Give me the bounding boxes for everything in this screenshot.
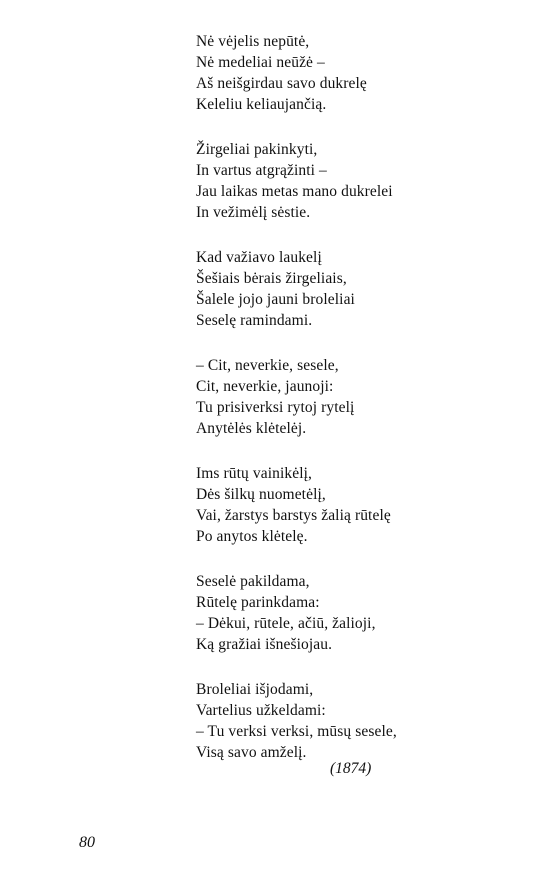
stanza-7: [196, 679, 516, 763]
poem-line: – Cit, neverkie, sesele,: [196, 357, 339, 374]
stanza-4: [196, 355, 516, 439]
poem-line: Ką gražiai išnešiojau.: [196, 636, 333, 653]
poem-line: Nė medeliai neūžė –: [196, 54, 325, 71]
poem-line: Seselę ramindami.: [196, 312, 313, 329]
poem-line: Rūtelę parinkdama:: [196, 594, 320, 611]
poem-line: Seselė pakildama,: [196, 573, 310, 590]
poem-date: (1874): [330, 760, 372, 777]
poem-line: Jau laikas metas mano dukrelei: [196, 183, 393, 200]
poem-line: In vežimėlį sėstie.: [196, 204, 311, 221]
poem-line: In vartus atgrąžinti –: [196, 162, 327, 179]
stanza-5: [196, 463, 516, 547]
poem-line: Broleliai išjodami,: [196, 681, 314, 698]
stanza-1: [196, 31, 516, 115]
poem-line: Po anytos klėtelę.: [196, 528, 308, 545]
poem-line: Visą savo amželį.: [196, 744, 307, 761]
poem-line: Vai, žarstys barstys žalią rūtelę: [196, 507, 391, 524]
poem-line: Ims rūtų vainikėlį,: [196, 465, 312, 482]
poem-line: Šešiais bėrais žirgeliais,: [196, 270, 347, 287]
poem-line: Kad važiavo laukelį: [196, 249, 322, 266]
poem-line: Nė vėjelis nepūtė,: [196, 33, 310, 50]
poem-line: Šalele jojo jauni broleliai: [196, 291, 355, 308]
poem-line: Dės šilkų nuometėlį,: [196, 486, 326, 503]
poem-line: Vartelius užkeldami:: [196, 702, 326, 719]
poem-line: Tu prisiverksi rytoj rytelį: [196, 399, 355, 416]
poem-line: – Dėkui, rūtele, ačiū, žalioji,: [196, 615, 376, 632]
stanza-3: [196, 247, 516, 331]
poem-line: Anytėlės klėtelėj.: [196, 420, 307, 437]
poem-line: Aš neišgirdau savo dukrelę: [196, 75, 367, 92]
poem-line: Žirgeliai pakinkyti,: [196, 141, 318, 158]
poem-line: Keleliu keliaujančią.: [196, 96, 327, 113]
poem: [196, 31, 516, 787]
poem-line: – Tu verksi verksi, mūsų sesele,: [196, 723, 397, 740]
stanza-2: [196, 139, 516, 223]
stanza-6: [196, 571, 516, 655]
page-number: 80: [79, 834, 95, 851]
poem-line: Cit, neverkie, jaunoji:: [196, 378, 334, 395]
